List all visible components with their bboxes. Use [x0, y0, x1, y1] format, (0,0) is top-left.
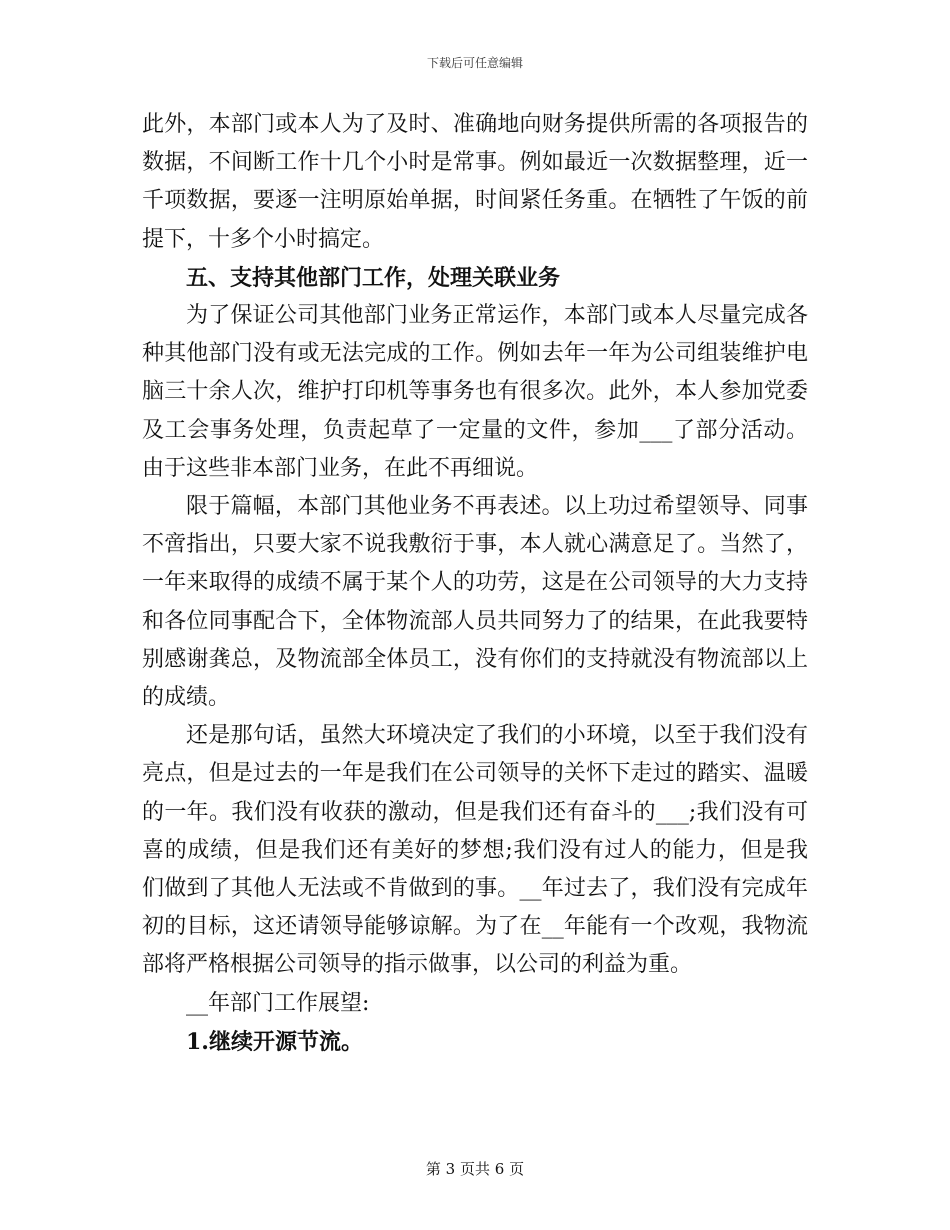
paragraph-thanks: 限于篇幅，本部门其他业务不再表述。以上功过希望领导、同事不啻指出，只要大家不说我敷衍于事，本人就心满意足了。当然了，一年来取得的成绩不属于某个人的功劳，这是在公司领导的大力支持和各位同事配合下，全体物流部人员共同努力了的结果，在此我要特别感谢龚总，及物流部全体员工，没有你们的支持就没有物流部以上的成绩。: [142, 494, 808, 711]
paragraph-support-work: 为了保证公司其他部门业务正常运作，本部门或本人尽量完成各种其他部门没有或无法完成的工作。例如去年一年为公司组装维护电脑三十余人次，维护打印机等事务也有很多次。此外，本人参加党委及工会事务处理，负责起草了一定量的文件，参加___了部分活动。由于这些非本部门业务，在此不再细说。: [142, 303, 808, 481]
paragraph-report-data: 此外，本部门或本人为了及时、准确地向财务提供所需的各项报告的数据，不间断工作十几个小时是常事。例如最近一次数据整理，近一千项数据，要逐一注明原始单据，时间紧任务重。在牺牲了午饭的前提下，十多个小时搞定。: [142, 112, 808, 252]
paragraph-outlook-intro: __年部门工作展望:: [186, 990, 370, 1016]
section-heading-support-departments: 五、支持其他部门工作，处理关联业务: [186, 264, 561, 291]
page-header: 下载后可任意编辑: [426, 56, 523, 70]
section-heading-open-source-save: 1.继续开源节流。: [186, 1028, 363, 1055]
paragraph-reflection: 还是那句话，虽然大环境决定了我们的小环境，以至于我们没有亮点，但是过去的一年是我们在公司领导的关怀下走过的踏实、温暖的一年。我们没有收获的激动，但是我们还有奋斗的___;我们没有可喜的成绩，但是我们还有美好的梦想;我们没有过人的能力，但是我们做到了其他人无法或不肯做到的事。__年过去了，我们没有完成年初的目标，这还请领导能够谅解。为了在__年能有一个改观，我物流部将严格根据公司领导的指示做事，以公司的利益为重。: [142, 723, 808, 978]
document-body: [142, 106, 808, 1061]
page-footer: 第 3 页共 6 页: [425, 1160, 525, 1178]
